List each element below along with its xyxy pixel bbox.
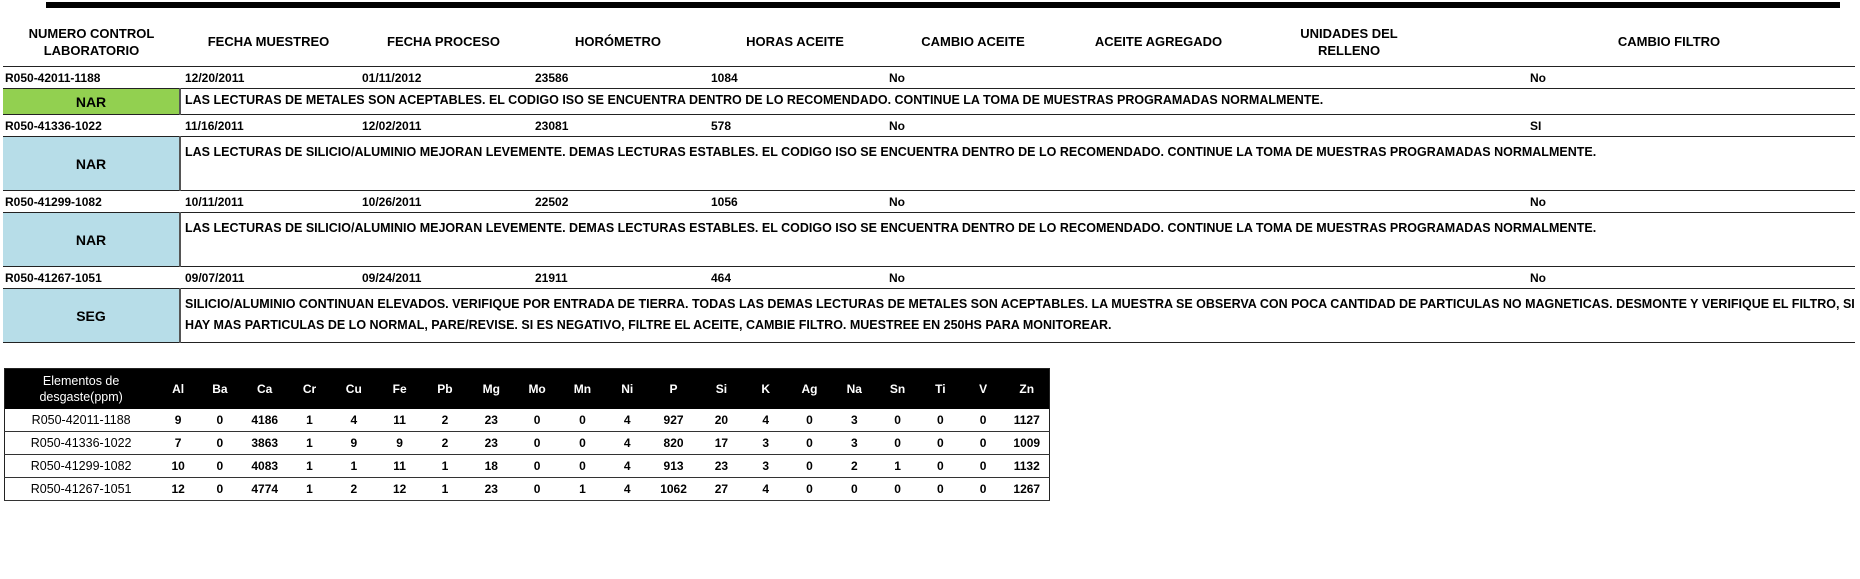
process-date: 12/02/2011 [357, 115, 530, 137]
wear-value-mo: 0 [515, 478, 560, 501]
refill-units [1255, 67, 1443, 89]
sample-comment: LAS LECTURAS DE SILICIO/ALUMINIO MEJORAN LEVEMENTE. DEMAS LECTURAS ESTABLES. EL CODIGO ISO SE ENCUENTRA DENTRO DE LO RECOMENDADO. CONTINUE LA TOMA DE MUESTRAS PROGRAMADAS NORMALMENTE. [180, 213, 1855, 267]
element-header: P [649, 369, 698, 410]
control-number: R050-41299-1082 [3, 191, 180, 213]
element-header: Mo [515, 369, 560, 410]
oil-hours: 578 [706, 115, 884, 137]
sample-row [3, 67, 1855, 89]
oil-analysis-report-table [3, 17, 1855, 343]
wear-value-zn: 1132 [1005, 455, 1050, 478]
wear-value-ni: 4 [605, 432, 649, 455]
oil-added [1062, 115, 1255, 137]
header-divider [46, 2, 1840, 8]
wear-value-ca: 4083 [241, 455, 289, 478]
element-header: Mg [468, 369, 515, 410]
wear-value-pb: 2 [422, 432, 468, 455]
wear-value-zn: 1267 [1005, 478, 1050, 501]
wear-value-sn: 0 [876, 432, 919, 455]
wear-value-ti: 0 [919, 478, 962, 501]
wear-value-fe: 11 [377, 455, 422, 478]
oil-added [1062, 267, 1255, 289]
wear-value-si: 23 [698, 455, 745, 478]
wear-value-mo: 0 [515, 455, 560, 478]
status-badge: NAR [3, 89, 180, 115]
wear-value-fe: 11 [377, 409, 422, 432]
wear-value-na: 3 [832, 409, 876, 432]
comment-row [3, 213, 1855, 267]
wear-value-pb: 2 [422, 409, 468, 432]
sample-row [3, 115, 1855, 137]
wear-header-row [5, 369, 1050, 410]
wear-row [5, 432, 1050, 455]
wear-value-mo: 0 [515, 409, 560, 432]
wear-sample-id: R050-42011-1188 [5, 409, 158, 432]
wear-value-mg: 18 [468, 455, 515, 478]
header-oil-change: CAMBIO ACEITE [884, 17, 1062, 67]
refill-units [1255, 115, 1443, 137]
wear-value-fe: 12 [377, 478, 422, 501]
wear-value-v: 0 [962, 455, 1005, 478]
wear-value-ca: 4186 [241, 409, 289, 432]
element-header: V [962, 369, 1005, 410]
header-oil-added: ACEITE AGREGADO [1062, 17, 1255, 67]
wear-value-na: 2 [832, 455, 876, 478]
wear-value-k: 3 [745, 455, 787, 478]
element-header: Mn [560, 369, 606, 410]
wear-value-cu: 1 [330, 455, 377, 478]
wear-value-sn: 0 [876, 409, 919, 432]
wear-value-mn: 0 [560, 432, 606, 455]
element-header: Na [832, 369, 876, 410]
header-sampling-date: FECHA MUESTREO [180, 17, 357, 67]
wear-value-cu: 2 [330, 478, 377, 501]
wear-value-k: 4 [745, 478, 787, 501]
status-badge: NAR [3, 137, 180, 191]
filter-change: No [1443, 267, 1855, 289]
element-header: Ag [787, 369, 833, 410]
filter-change: No [1443, 67, 1855, 89]
sample-comment: LAS LECTURAS DE SILICIO/ALUMINIO MEJORAN LEVEMENTE. DEMAS LECTURAS ESTABLES. EL CODIGO ISO SE ENCUENTRA DENTRO DE LO RECOMENDADO. CONTINUE LA TOMA DE MUESTRAS PROGRAMADAS NORMALMENTE. [180, 137, 1855, 191]
control-number: R050-41336-1022 [3, 115, 180, 137]
wear-value-ni: 4 [605, 455, 649, 478]
element-header: Ti [919, 369, 962, 410]
wear-value-p: 820 [649, 432, 698, 455]
wear-value-ag: 0 [787, 432, 833, 455]
wear-row [5, 478, 1050, 501]
wear-value-mn: 0 [560, 409, 606, 432]
hour-meter: 22502 [530, 191, 706, 213]
header-oil-hours: HORAS ACEITE [706, 17, 884, 67]
process-date: 01/11/2012 [357, 67, 530, 89]
wear-value-sn: 0 [876, 478, 919, 501]
element-header: K [745, 369, 787, 410]
wear-value-p: 1062 [649, 478, 698, 501]
oil-change: No [884, 267, 1062, 289]
status-badge: NAR [3, 213, 180, 267]
hour-meter: 23586 [530, 67, 706, 89]
process-date: 10/26/2011 [357, 191, 530, 213]
wear-value-ba: 0 [199, 409, 241, 432]
wear-sample-id: R050-41299-1082 [5, 455, 158, 478]
wear-row [5, 409, 1050, 432]
filter-change: SI [1443, 115, 1855, 137]
wear-value-cr: 1 [289, 409, 331, 432]
wear-value-k: 4 [745, 409, 787, 432]
wear-value-cu: 9 [330, 432, 377, 455]
sample-row [3, 191, 1855, 213]
comment-row [3, 89, 1855, 115]
element-header: Cr [289, 369, 331, 410]
wear-value-si: 17 [698, 432, 745, 455]
wear-value-p: 927 [649, 409, 698, 432]
element-header: Zn [1005, 369, 1050, 410]
wear-value-v: 0 [962, 478, 1005, 501]
wear-value-mg: 23 [468, 478, 515, 501]
element-header: Ba [199, 369, 241, 410]
header-hour-meter: HORÓMETRO [530, 17, 706, 67]
element-header: Ca [241, 369, 289, 410]
oil-added [1062, 191, 1255, 213]
sampling-date: 11/16/2011 [180, 115, 357, 137]
wear-value-al: 7 [157, 432, 199, 455]
sampling-date: 10/11/2011 [180, 191, 357, 213]
wear-value-na: 3 [832, 432, 876, 455]
wear-title: Elementos de desgaste(ppm) [5, 369, 158, 410]
oil-change: No [884, 67, 1062, 89]
wear-value-cr: 1 [289, 455, 331, 478]
wear-value-pb: 1 [422, 478, 468, 501]
header-refill-units: UNIDADES DEL RELLENO [1255, 17, 1443, 67]
wear-value-ti: 0 [919, 432, 962, 455]
wear-value-ti: 0 [919, 455, 962, 478]
filter-change: No [1443, 191, 1855, 213]
wear-metals-table [4, 368, 1050, 501]
wear-value-zn: 1009 [1005, 432, 1050, 455]
refill-units [1255, 191, 1443, 213]
wear-value-k: 3 [745, 432, 787, 455]
element-header: Sn [876, 369, 919, 410]
element-header: Si [698, 369, 745, 410]
wear-value-al: 12 [157, 478, 199, 501]
hour-meter: 21911 [530, 267, 706, 289]
wear-row [5, 455, 1050, 478]
wear-value-v: 0 [962, 432, 1005, 455]
comment-row [3, 137, 1855, 191]
control-number: R050-42011-1188 [3, 67, 180, 89]
wear-value-al: 10 [157, 455, 199, 478]
element-header: Fe [377, 369, 422, 410]
wear-value-sn: 1 [876, 455, 919, 478]
wear-value-si: 27 [698, 478, 745, 501]
status-badge: SEG [3, 289, 180, 343]
wear-value-mg: 23 [468, 432, 515, 455]
sampling-date: 09/07/2011 [180, 267, 357, 289]
wear-value-cr: 1 [289, 478, 331, 501]
report-header-row [3, 17, 1855, 67]
wear-value-si: 20 [698, 409, 745, 432]
wear-value-ba: 0 [199, 455, 241, 478]
wear-value-al: 9 [157, 409, 199, 432]
wear-value-mn: 0 [560, 455, 606, 478]
process-date: 09/24/2011 [357, 267, 530, 289]
wear-value-v: 0 [962, 409, 1005, 432]
wear-value-ni: 4 [605, 409, 649, 432]
element-header: Ni [605, 369, 649, 410]
wear-value-ca: 4774 [241, 478, 289, 501]
wear-value-ti: 0 [919, 409, 962, 432]
element-header: Pb [422, 369, 468, 410]
wear-value-ag: 0 [787, 455, 833, 478]
control-number: R050-41267-1051 [3, 267, 180, 289]
wear-value-fe: 9 [377, 432, 422, 455]
hour-meter: 23081 [530, 115, 706, 137]
wear-value-ca: 3863 [241, 432, 289, 455]
wear-value-cu: 4 [330, 409, 377, 432]
wear-value-zn: 1127 [1005, 409, 1050, 432]
oil-hours: 464 [706, 267, 884, 289]
oil-hours: 1084 [706, 67, 884, 89]
sampling-date: 12/20/2011 [180, 67, 357, 89]
wear-value-ni: 4 [605, 478, 649, 501]
wear-value-p: 913 [649, 455, 698, 478]
header-control-number: NUMERO CONTROL LABORATORIO [3, 17, 180, 67]
wear-value-ag: 0 [787, 478, 833, 501]
oil-change: No [884, 115, 1062, 137]
comment-row [3, 289, 1855, 343]
wear-value-mn: 1 [560, 478, 606, 501]
oil-change: No [884, 191, 1062, 213]
wear-value-mo: 0 [515, 432, 560, 455]
oil-hours: 1056 [706, 191, 884, 213]
wear-value-na: 0 [832, 478, 876, 501]
sample-comment: SILICIO/ALUMINIO CONTINUAN ELEVADOS. VERIFIQUE POR ENTRADA DE TIERRA. TODAS LAS DEMAS LECTURAS DE METALES SON ACEPTABLES. LA MUESTRA SE OBSERVA CON POCA CANTIDAD DE PARTICULAS NO MAGNETICAS. DESMONTE Y VERIFIQUE EL FILTRO, SI HAY MAS PARTICULAS DE LO NORMAL, PARE/REVISE. SI ES NEGATIVO, FILTRE EL ACEITE, CAMBIE FILTRO. MUESTREE EN 250HS PARA MONITOREAR. [180, 289, 1855, 343]
element-header: Cu [330, 369, 377, 410]
element-header: Al [157, 369, 199, 410]
wear-value-ba: 0 [199, 478, 241, 501]
wear-sample-id: R050-41267-1051 [5, 478, 158, 501]
wear-sample-id: R050-41336-1022 [5, 432, 158, 455]
header-process-date: FECHA PROCESO [357, 17, 530, 67]
wear-value-cr: 1 [289, 432, 331, 455]
header-filter-change: CAMBIO FILTRO [1443, 17, 1855, 67]
oil-added [1062, 67, 1255, 89]
sample-row [3, 267, 1855, 289]
refill-units [1255, 267, 1443, 289]
wear-value-ba: 0 [199, 432, 241, 455]
wear-value-pb: 1 [422, 455, 468, 478]
wear-value-mg: 23 [468, 409, 515, 432]
sample-comment: LAS LECTURAS DE METALES SON ACEPTABLES. EL CODIGO ISO SE ENCUENTRA DENTRO DE LO RECOMENDADO. CONTINUE LA TOMA DE MUESTRAS PROGRAMADAS NORMALMENTE. [180, 89, 1855, 115]
wear-value-ag: 0 [787, 409, 833, 432]
